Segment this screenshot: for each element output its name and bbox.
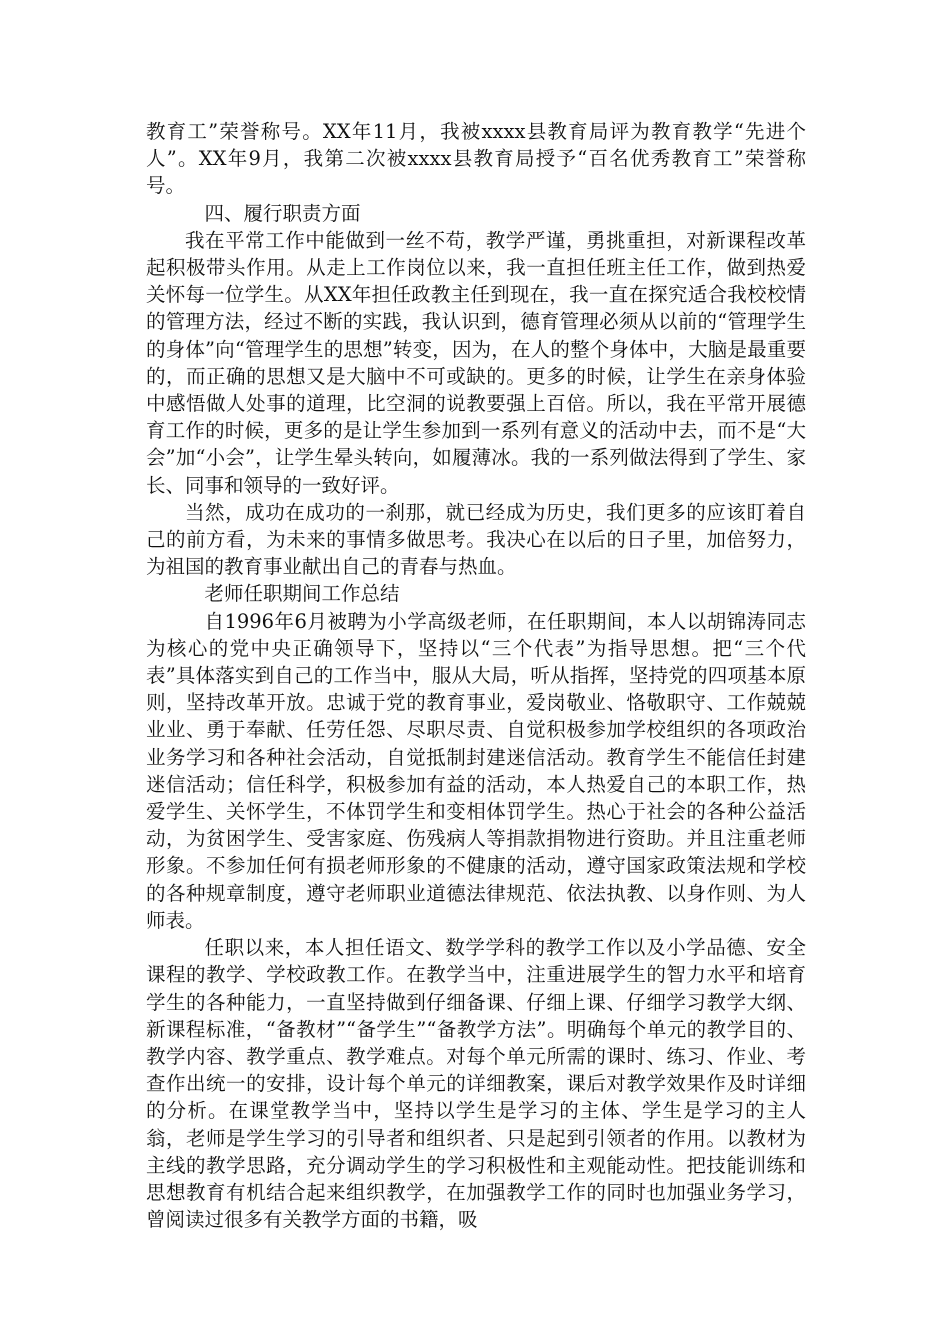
paragraph-honors-continued: 教育工”荣誉称号。XX年11月，我被xxxx县教育局评为教育教学“先进个人”。XX年9月，我第二次被xxxx县教育局授予“百名优秀教育工”荣誉称号。 bbox=[146, 120, 806, 198]
paragraph-duties: 我在平常工作中能做到一丝不苟，教学严谨，勇挑重担，对新课程改革起积极带头作用。从走上工作岗位以来，我一直担任班主任工作，做到热爱关怀每一位学生。从XX年担任政教主任到现在，我一直在探究适合我校校情的管理方法，经过不断的实践，我认识到，德育管理必须从以前的“管理学生的身体”向“管理学生的思想”转变，因为，在人的整个身体中，大脑是最重要的，而正确的思想又是大脑中不可或缺的。更多的时候，让学生在亲身体验中感悟做人处事的道理，比空洞的说教要强上百倍。所以，我在平常开展德育工作的时候，更多的是让学生参加到一系列有意义的活动中去，而不是“大会”加“小会”，让学生晕头转向，如履薄冰。我的一系列做法得到了学生、家长、同事和领导的一致好评。 bbox=[146, 228, 806, 497]
document-page bbox=[146, 118, 806, 1233]
section-heading-duties: 四、履行职责方面 bbox=[204, 201, 361, 225]
paragraph-teaching: 任职以来，本人担任语文、数学学科的教学工作以及小学品德、安全课程的教学、学校政教工作。在教学当中，注重进展学生的智力水平和培育学生的各种能力，一直坚持做到仔细备课、仔细上课、仔细学习教学大纲、新课程标准，“备教材”“备学生”“备教学方法”。明确每个单元的教学目的、教学内容、教学重点、教学难点。对每个单元所需的课时、练习、作业、考查作出统一的安排，设计每个单元的详细教案，课后对教学效果作及时详细的分析。在课堂教学当中，坚持以学生是学习的主体、学生是学习的主人翁，老师是学生学习的引导者和组织者、只是起到引领者的作用。以教材为主线的教学思路，充分调动学生的学习积极性和主观能动性。把技能训练和思想教育有机结合起来组织教学，在加强教学工作的同时也加强业务学习，曾阅读过很多有关教学方面的书籍，吸 bbox=[146, 936, 806, 1232]
document-title-summary: 老师任职期间工作总结 bbox=[204, 582, 400, 606]
paragraph-future: 当然，成功在成功的一刹那，就已经成为历史，我们更多的应该盯着自己的前方看，为未来的事情多做思考。我决心在以后的日子里，加倍努力，为祖国的教育事业献出自己的青春与热血。 bbox=[146, 500, 806, 579]
paragraph-tenure: 自1996年6月被聘为小学高级老师，在任职期间，本人以胡锦涛同志为核心的党中央正确领导下，坚持以“三个代表”为指导思想。把“三个代表”具体落实到自己的工作当中，服从大局，听从指挥，坚持党的四项基本原则，坚持改革开放。忠诚于党的教育事业，爱岗敬业、恪敬职守、工作兢兢业业、勇于奉献、任劳任怨、尽职尽责、自觉积极参加学校组织的各项政治业务学习和各种社会活动，自觉抵制封建迷信活动。教育学生不能信任封建迷信活动；信任科学，积极参加有益的活动，本人热爱自己的本职工作，热爱学生、关怀学生，不体罚学生和变相体罚学生。热心于社会的各种公益活动，为贫困学生、受害家庭、伤残病人等捐款捐物进行资助。并且注重老师形象。不参加任何有损老师形象的不健康的活动，遵守国家政策法规和学校的各种规章制度，遵守老师职业道德法律规范、依法执教、以身作则、为人师表。 bbox=[146, 609, 806, 932]
